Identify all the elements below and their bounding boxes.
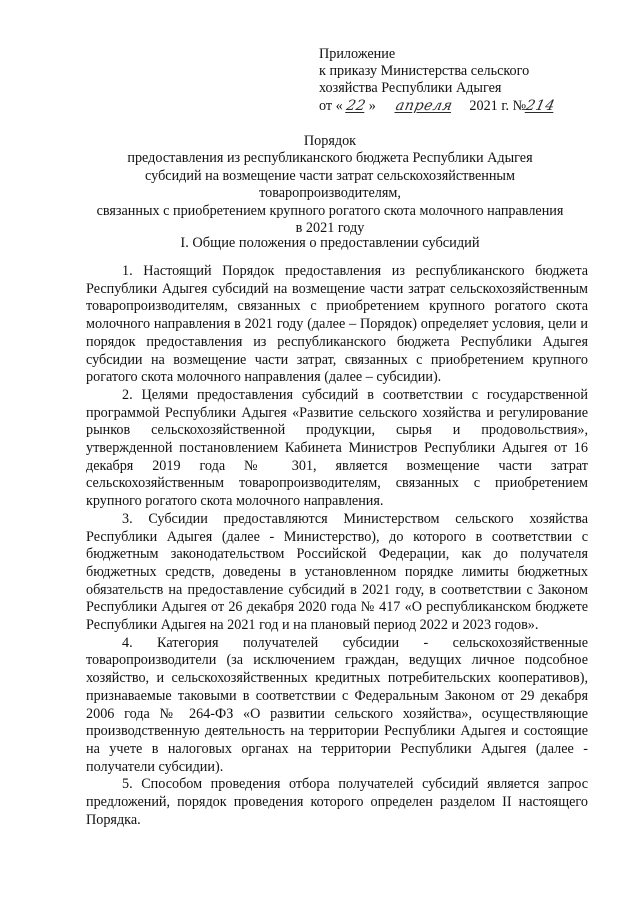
handwritten-doc-number: 214	[524, 97, 557, 114]
heading-line-1: предоставления из республиканского бюджета Республики Адыгея	[127, 150, 533, 167]
handwritten-month: апреля	[394, 97, 455, 114]
date-year: 2021 г. №	[469, 97, 527, 114]
paragraph-2: 2. Целями предоставления субсидий в соответствии с государственной программой Республики Адыгея «Развитие сельского хозяйства и регулирование рынков сельскохозяйственной продукции, сырья и продовольствия», утвержденной постановлением Кабинета Министров Республики Адыгея от 16 декабря 2019 года № 301, является возмещение части затрат сельскохозяйственным товаропроизводителям, связанных с приобретением крупного рогатого скота молочного направления.	[86, 386, 588, 510]
handwritten-day: 22	[344, 97, 368, 114]
document-heading	[86, 133, 574, 237]
appendix-ministry-line: хозяйства Республики Адыгея	[319, 80, 502, 97]
paragraph-3: 3. Субсидии предоставляются Министерством сельского хозяйства Республики Адыгея (далее - Министерство), до которого в соответствии с бюджетным законодательством Российской Федерации, как до получателя бюджетных средств, доведены в установленном порядке лимиты бюджетных обязательств на предоставление субсидий в 2021 году, в соответствии с Законом Республики Адыгея от 26 декабря 2020 года № 417 «О республиканском бюджете Республики Адыгея на 2021 год и на плановый период 2022 и 2023 годов».	[86, 510, 588, 634]
paragraph-1: 1. Настоящий Порядок предоставления из республиканского бюджета Республики Адыгея субсидий на возмещение части затрат сельскохозяйственным товаропроизводителям, связанных с приобретением крупного рогатого скота молочного направления в 2021 году (далее – Порядок) определяет условия, цели и порядок предоставления из республиканского бюджета Республики Адыгея субсидии на возмещение части затрат, связанных с приобретением крупного рогатого скота молочного направления (далее – субсидии).	[86, 263, 588, 386]
heading-title: Порядок	[303, 133, 357, 149]
paragraph-4: 4. Категория получателей субсидии - сельскохозяйственные товаропроизводители (за исключением граждан, ведущих личное подсобное хозяйство, и сельскохозяйственных кредитных потребительских кооперативов), признаваемые таковыми в соответствии с Федеральным Законом от 29 декабря 2006 года № 264-ФЗ «О развитии сельского хозяйства», осуществляющие производственную деятельность на территории Республики Адыгея и состоящие на учете в налоговых органах на территории Республики Адыгея (далее - получатели субсидии).	[86, 634, 588, 775]
date-prefix: от «	[319, 97, 343, 114]
section-title: I. Общие положения о предоставлении субсидий	[180, 235, 480, 251]
appendix-block	[319, 46, 619, 115]
paragraph-5: 5. Способом проведения отбора получателей субсидий является запрос предложений, порядок проведения которого определен разделом II настоящего Порядка.	[86, 776, 588, 828]
appendix-title: Приложение	[319, 46, 396, 62]
appendix-order-line: к приказу Министерства сельского	[319, 63, 530, 80]
heading-line-4: в 2021 году	[295, 220, 365, 237]
heading-line-3: связанных с приобретением крупного рогатого скота молочного направления	[96, 202, 564, 219]
body-text	[86, 263, 588, 830]
appendix-date-line	[319, 98, 619, 115]
heading-line-2: субсидий на возмещение части затрат сельскохозяйственным товаропроизводителям,	[145, 167, 515, 202]
date-mid: »	[368, 97, 376, 114]
